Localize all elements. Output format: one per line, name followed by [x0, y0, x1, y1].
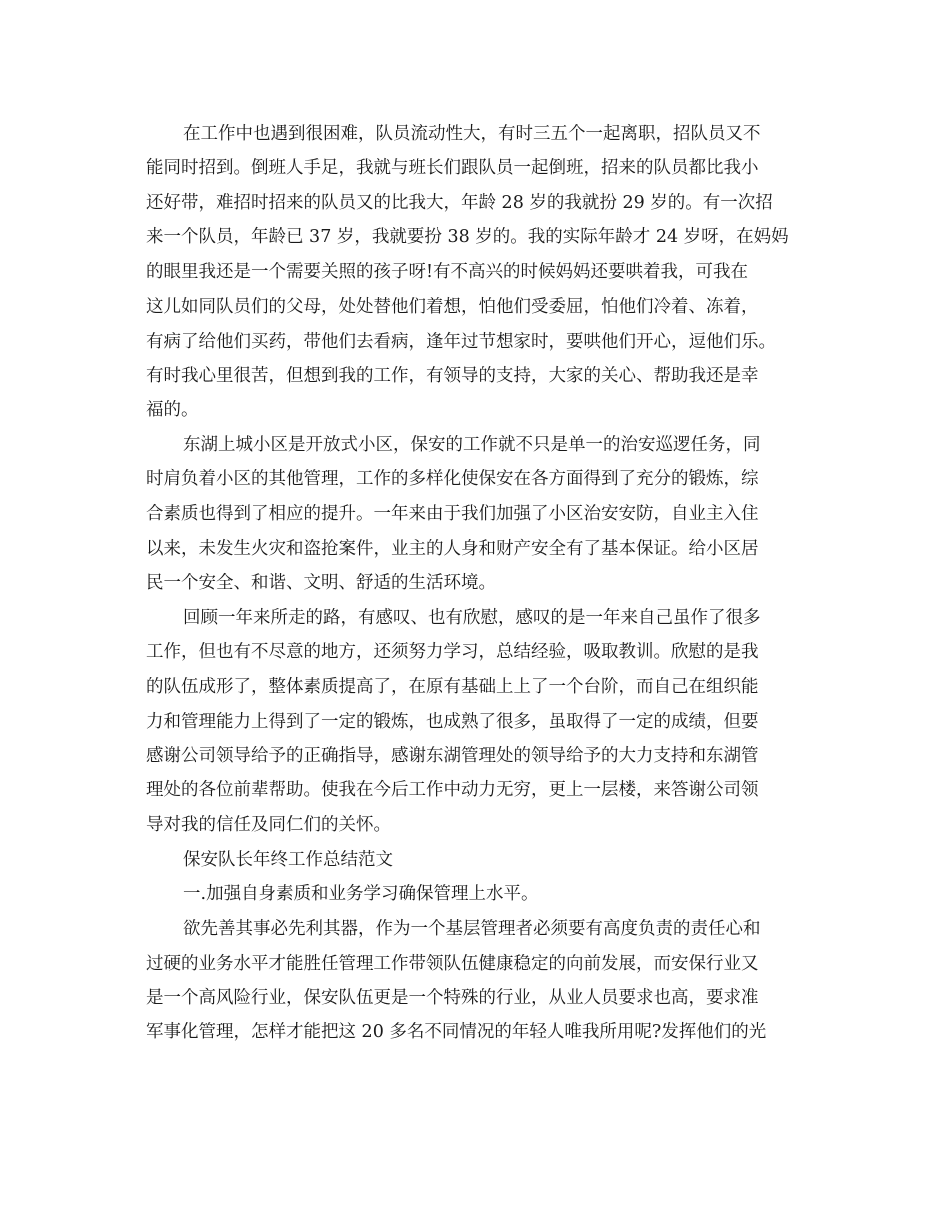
text-line-9: 福的。 — [146, 400, 199, 420]
text-line-18: 力和管理能力上得到了一定的锻炼，也成熟了很多，虽取得了一定的成绩，但要 — [146, 712, 759, 732]
text-line-15: 回顾一年来所走的路，有感叹、也有欣慰，感叹的是一年来自己虽作了很多 — [183, 608, 761, 628]
text-line-16: 工作，但也有不尽意的地方，还须努力学习，总结经验，吸取教训。欣慰的是我 — [146, 642, 759, 662]
section-heading: 保安队长年终工作总结范文 — [183, 850, 393, 870]
text-line-14: 民一个安全、和谐、文明、舒适的生活环境。 — [146, 573, 496, 593]
text-line-1: 在工作中也遇到很困难，队员流动性大，有时三五个一起离职，招队员又不 — [183, 124, 761, 144]
text-line-26: 是一个高风险行业，保安队伍更是一个特殊的行业，从业人员要求也高，要求准 — [146, 988, 759, 1008]
text-line-7: 有病了给他们买药，带他们去看病，逢年过节想家时，要哄他们开心，逗他们乐。 — [146, 332, 776, 352]
text-line-13: 以来，未发生火灾和盗抢案件，业主的人身和财产安全有了基本保证。给小区居 — [146, 539, 759, 559]
text-line-25: 过硬的业务水平才能胜任管理工作带领队伍健康稳定的向前发展，而安保行业又 — [146, 954, 759, 974]
text-line-20: 理处的各位前辈帮助。使我在今后工作中动力无穷，更上一层楼，来答谢公司领 — [146, 780, 759, 800]
text-line-6: 这儿如同队员们的父母，处处替他们着想，怕他们受委屈，怕他们冷着、冻着， — [146, 297, 759, 317]
text-line-24: 欲先善其事必先利其器，作为一个基层管理者必须要有高度负责的责任心和 — [183, 919, 761, 939]
text-line-11: 时肩负着小区的其他管理，工作的多样化使保安在各方面得到了充分的锻炼，综 — [146, 469, 759, 489]
text-line-10: 东湖上城小区是开放式小区，保安的工作就不只是单一的治安巡逻任务，同 — [183, 435, 761, 455]
text-line-3: 还好带，难招时招来的队员又的比我大，年龄 28 岁的我就扮 29 岁的。有一次招 — [146, 193, 773, 213]
text-line-19: 感谢公司领导给予的正确指导，感谢东湖管理处的领导给予的大力支持和东湖管 — [146, 746, 759, 766]
text-line-2: 能同时招到。倒班人手足，我就与班长们跟队员一起倒班，招来的队员都比我小 — [146, 158, 759, 178]
text-line-27: 军事化管理，怎样才能把这 20 多名不同情况的年轻人唯我所用呢?发挥他们的光 — [146, 1022, 767, 1042]
text-line-8: 有时我心里很苦，但想到我的工作，有领导的支持，大家的关心、帮助我还是幸 — [146, 366, 759, 386]
text-line-12: 合素质也得到了相应的提升。一年来由于我们加强了小区治安安防，自业主入住 — [146, 504, 759, 524]
text-line-21: 导对我的信任及同仁们的关怀。 — [146, 815, 391, 835]
subsection-heading: 一.加强自身素质和业务学习确保管理上水平。 — [183, 884, 539, 904]
text-line-4: 来一个队员，年龄已 37 岁，我就要扮 38 岁的。我的实际年龄才 24 岁呀，在妈妈 — [146, 227, 789, 247]
text-line-17: 的队伍成形了，整体素质提高了，在原有基础上上了一个台阶，而自己在组织能 — [146, 677, 759, 697]
text-line-5: 的眼里我还是一个需要关照的孩子呀!有不高兴的时候妈妈还要哄着我，可我在 — [146, 262, 749, 282]
